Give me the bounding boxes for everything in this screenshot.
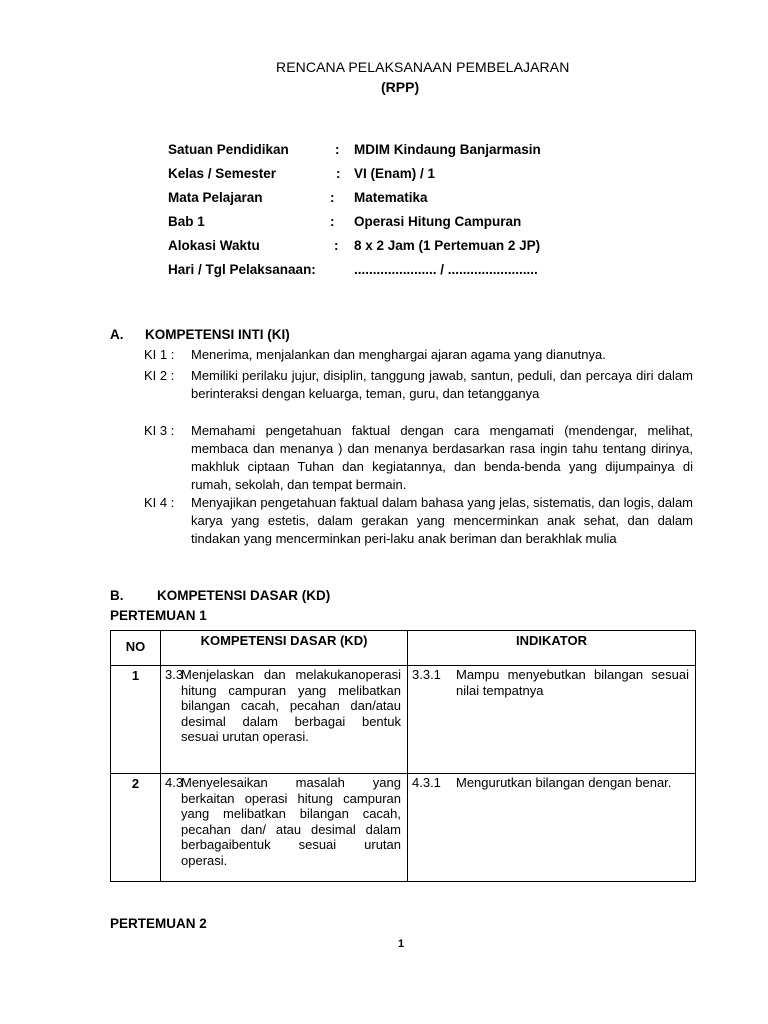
- header-kd: KOMPETENSI DASAR (KD): [161, 631, 408, 666]
- document-subtitle: (RPP): [381, 79, 420, 95]
- section-a-letter: A.: [110, 327, 124, 342]
- row-1-kd: [161, 666, 408, 774]
- ki-4-label: KI 4 :: [144, 495, 175, 510]
- document-title: RENCANA PELAKSANAAN PEMBELAJARAN: [276, 59, 570, 75]
- info-colon-alokasi: :: [334, 238, 339, 253]
- page-number: 1: [398, 938, 405, 950]
- info-label-satuan: Satuan Pendidikan: [168, 142, 289, 157]
- info-value-kelas: VI (Enam) / 1: [354, 166, 436, 181]
- row-1-ind-num: 3.3.1: [412, 667, 441, 682]
- meeting-1-heading: PERTEMUAN 1: [110, 608, 207, 623]
- row-1-kd-text: Menjelaskan dan melakukanoperasi hitung campuran yang melibatkan bilangan cacah, pecahan dan/atau desimal dalam berbagai bentuk sesuai urutan operasi.: [181, 667, 401, 745]
- info-value-hari: ...................... / ........................: [354, 262, 538, 277]
- ki-1-text: Menerima, menjalankan dan menghargai ajaran agama yang dianutnya.: [191, 347, 606, 362]
- section-a-title: KOMPETENSI INTI (KI): [145, 327, 290, 342]
- info-colon-mapel: :: [330, 190, 335, 205]
- kd-table: [110, 630, 696, 882]
- ki-3-text: Memahami pengetahuan faktual dengan cara mengamati (mendengar, melihat, membaca dan menanya ) dan menanya berdasarkan rasa ingin tahu tentang dirinya, makhluk ciptaan Tuhan dan kegiatannya, dan benda-benda yang dijumpainya di rumah, sekolah, dan tempat bermain.: [191, 423, 693, 492]
- row-1-indikator: [408, 666, 696, 774]
- ki-4-text: Menyajikan pengetahuan faktual dalam bahasa yang jelas, sistematis, dan logis, dalam karya yang estetis, dalam gerakan yang mencerminkan anak sehat, dan dalam tindakan yang mencerminkan peri-laku anak beriman dan berakhlak mulia: [191, 495, 693, 546]
- row-2-ind-text: Mengurutkan bilangan dengan benar.: [456, 775, 672, 790]
- ki-2-label: KI 2 :: [144, 368, 175, 383]
- info-value-bab: Operasi Hitung Campuran: [354, 214, 522, 229]
- info-label-kelas: Kelas / Semester: [168, 166, 277, 181]
- info-colon-bab: :: [330, 214, 335, 229]
- row-2-ind-num: 4.3.1: [412, 775, 441, 790]
- meeting-2-heading: PERTEMUAN 2: [110, 916, 207, 931]
- info-value-satuan: MDIM Kindaung Banjarmasin: [354, 142, 541, 157]
- info-colon-kelas: :: [336, 166, 341, 181]
- section-b-letter: B.: [110, 588, 124, 603]
- info-value-alokasi: 8 x 2 Jam (1 Pertemuan 2 JP): [354, 238, 541, 253]
- row-2-no: 2: [111, 774, 161, 882]
- row-1-ind-text: Mampu menyebutkan bilangan sesuai nilai tempatnya: [456, 667, 689, 698]
- header-indikator: INDIKATOR: [408, 631, 696, 666]
- info-label-hari: Hari / Tgl Pelaksanaan:: [168, 262, 316, 277]
- ki-1-label: KI 1 :: [144, 347, 175, 362]
- table-header-row: [111, 631, 696, 666]
- info-colon-satuan: :: [335, 142, 340, 157]
- info-label-mapel: Mata Pelajaran: [168, 190, 263, 205]
- ki-3-label: KI 3 :: [144, 423, 175, 438]
- row-1-no: 1: [111, 666, 161, 774]
- info-label-bab: Bab 1: [168, 214, 205, 229]
- row-2-indikator: [408, 774, 696, 882]
- row-2-kd: [161, 774, 408, 882]
- row-1-kd-num: 3.3: [165, 667, 184, 682]
- table-row: [111, 774, 696, 882]
- row-2-kd-num: 4.3: [165, 775, 184, 790]
- header-no: NO: [111, 631, 161, 666]
- info-value-mapel: Matematika: [354, 190, 428, 205]
- row-2-kd-text: Menyelesaikan masalah yang berkaitan operasi hitung campuran yang melibatkan bilangan cacah, pecahan dan/ atau desimal dalam berbagaibentuk sesuai urutan operasi.: [181, 775, 401, 868]
- section-b-title: KOMPETENSI DASAR (KD): [157, 588, 331, 603]
- info-label-alokasi: Alokasi Waktu: [168, 238, 260, 253]
- ki-2-text: Memiliki perilaku jujur, disiplin, tanggung jawab, santun, peduli, dan percaya diri dalam berinteraksi dengan keluarga, teman, guru, dan tetangganya: [191, 368, 693, 401]
- table-row: [111, 666, 696, 774]
